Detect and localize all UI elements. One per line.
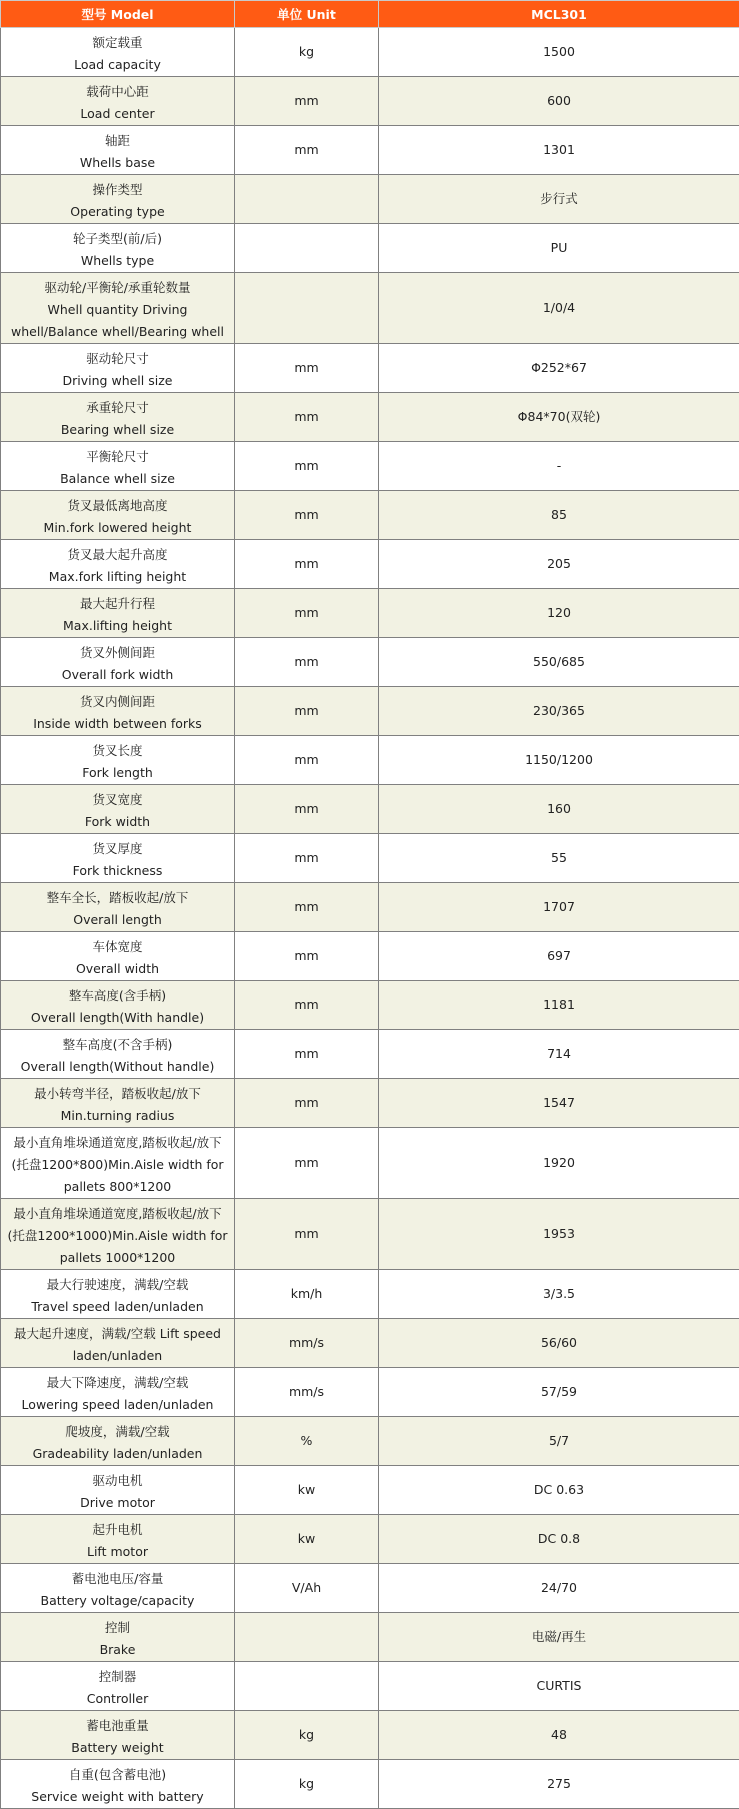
spec-unit: mm — [235, 344, 379, 393]
spec-value: 1/0/4 — [379, 273, 739, 344]
spec-unit: mm — [235, 785, 379, 834]
spec-name-cell — [1, 1128, 235, 1199]
spec-name-cell — [1, 932, 235, 981]
spec-value: 1301 — [379, 126, 739, 175]
table-row — [1, 883, 739, 932]
table-row — [1, 1466, 739, 1515]
table-row — [1, 638, 739, 687]
spec-name-cell — [1, 883, 235, 932]
spec-unit: mm — [235, 883, 379, 932]
table-row — [1, 589, 739, 638]
spec-name: 整车全长，踏板收起/放下 Overall length — [3, 883, 232, 931]
spec-unit: mm — [235, 981, 379, 1030]
spec-value: 56/60 — [379, 1319, 739, 1368]
table-row — [1, 687, 739, 736]
spec-name-cell — [1, 785, 235, 834]
spec-name: 驱动轮尺寸 Driving whell size — [3, 344, 232, 392]
table-row — [1, 1417, 739, 1466]
spec-name: 最小转弯半径，踏板收起/放下 Min.turning radius — [3, 1079, 232, 1127]
spec-unit — [235, 1662, 379, 1711]
table-row — [1, 77, 739, 126]
spec-name-cell — [1, 1417, 235, 1466]
table-row — [1, 393, 739, 442]
spec-unit — [235, 1613, 379, 1662]
header-unit: 单位 Unit — [235, 1, 379, 28]
spec-unit: mm — [235, 687, 379, 736]
spec-value: 205 — [379, 540, 739, 589]
spec-value: 600 — [379, 77, 739, 126]
spec-value: 160 — [379, 785, 739, 834]
spec-unit: mm — [235, 126, 379, 175]
spec-name: 货叉最大起升高度 Max.fork lifting height — [3, 540, 232, 588]
spec-unit: mm — [235, 589, 379, 638]
spec-unit: mm — [235, 1030, 379, 1079]
table-row — [1, 736, 739, 785]
spec-unit: mm/s — [235, 1368, 379, 1417]
table-row — [1, 1564, 739, 1613]
spec-name: 蓄电池电压/容量 Battery voltage/capacity — [3, 1564, 232, 1612]
spec-value: 48 — [379, 1711, 739, 1760]
spec-unit: % — [235, 1417, 379, 1466]
table-row — [1, 491, 739, 540]
spec-name-cell — [1, 126, 235, 175]
spec-unit: mm/s — [235, 1319, 379, 1368]
spec-name-cell — [1, 175, 235, 224]
table-row — [1, 126, 739, 175]
spec-value: PU — [379, 224, 739, 273]
table-row — [1, 932, 739, 981]
spec-name-cell — [1, 1079, 235, 1128]
spec-unit: kg — [235, 28, 379, 77]
spec-unit: mm — [235, 1079, 379, 1128]
spec-value: 电磁/再生 — [379, 1613, 739, 1662]
spec-name: 最大起升速度，满载/空载 Lift speed laden/unladen — [3, 1319, 232, 1367]
table-row — [1, 785, 739, 834]
spec-unit: mm — [235, 736, 379, 785]
spec-name: 整车高度(不含手柄) Overall length(Without handle) — [3, 1030, 232, 1078]
spec-name: 最大行驶速度，满载/空载 Travel speed laden/unladen — [3, 1270, 232, 1318]
header-model: 型号 Model — [1, 1, 235, 28]
spec-value: 714 — [379, 1030, 739, 1079]
spec-name-cell — [1, 1319, 235, 1368]
spec-name: 货叉内侧间距 Inside width between forks — [3, 687, 232, 735]
spec-value: 24/70 — [379, 1564, 739, 1613]
spec-name: 额定载重 Load capacity — [3, 28, 232, 76]
spec-unit — [235, 273, 379, 344]
spec-unit: kg — [235, 1760, 379, 1809]
table-row — [1, 1199, 739, 1270]
table-row — [1, 224, 739, 273]
spec-name: 轮子类型(前/后) Whells type — [3, 224, 232, 272]
spec-value: 120 — [379, 589, 739, 638]
spec-unit: kw — [235, 1515, 379, 1564]
spec-name-cell — [1, 28, 235, 77]
spec-name-cell — [1, 1368, 235, 1417]
spec-value: 55 — [379, 834, 739, 883]
spec-name: 蓄电池重量 Battery weight — [3, 1711, 232, 1759]
spec-name: 货叉长度 Fork length — [3, 736, 232, 784]
spec-unit: km/h — [235, 1270, 379, 1319]
spec-name: 轴距 Whells base — [3, 126, 232, 174]
spec-unit: V/Ah — [235, 1564, 379, 1613]
spec-value: 1707 — [379, 883, 739, 932]
spec-value: 1953 — [379, 1199, 739, 1270]
spec-unit: mm — [235, 932, 379, 981]
spec-unit: mm — [235, 1199, 379, 1270]
spec-unit: mm — [235, 77, 379, 126]
spec-unit: mm — [235, 834, 379, 883]
spec-name-cell — [1, 1030, 235, 1079]
table-row — [1, 273, 739, 344]
spec-name-cell — [1, 638, 235, 687]
spec-name-cell — [1, 393, 235, 442]
spec-unit: mm — [235, 393, 379, 442]
spec-value: DC 0.63 — [379, 1466, 739, 1515]
spec-name-cell — [1, 273, 235, 344]
table-row — [1, 1613, 739, 1662]
table-row — [1, 1128, 739, 1199]
spec-unit: mm — [235, 1128, 379, 1199]
spec-value: 3/3.5 — [379, 1270, 739, 1319]
spec-value: 1181 — [379, 981, 739, 1030]
table-row — [1, 1711, 739, 1760]
spec-name-cell — [1, 1564, 235, 1613]
spec-value: 1150/1200 — [379, 736, 739, 785]
spec-name-cell — [1, 224, 235, 273]
spec-name-cell — [1, 491, 235, 540]
spec-value: 1920 — [379, 1128, 739, 1199]
table-row — [1, 834, 739, 883]
spec-name: 货叉最低离地高度 Min.fork lowered height — [3, 491, 232, 539]
spec-value: Φ84*70(双轮) — [379, 393, 739, 442]
spec-value: 230/365 — [379, 687, 739, 736]
spec-value: 550/685 — [379, 638, 739, 687]
spec-name: 自重(包含蓄电池) Service weight with battery — [3, 1760, 232, 1808]
spec-value: 57/59 — [379, 1368, 739, 1417]
spec-unit — [235, 175, 379, 224]
table-row — [1, 442, 739, 491]
spec-name: 最小直角堆垛通道宽度,踏板收起/放下 (托盘1200*800)Min.Aisle width for pallets 800*1200 — [3, 1128, 232, 1198]
spec-name: 操作类型 Operating type — [3, 175, 232, 223]
spec-name: 平衡轮尺寸 Balance whell size — [3, 442, 232, 490]
spec-name: 承重轮尺寸 Bearing whell size — [3, 393, 232, 441]
spec-name: 载荷中心距 Load center — [3, 77, 232, 125]
spec-value: Φ252*67 — [379, 344, 739, 393]
table-row — [1, 981, 739, 1030]
spec-name-cell — [1, 1613, 235, 1662]
header-row — [1, 1, 739, 28]
spec-name-cell — [1, 1199, 235, 1270]
table-row — [1, 1515, 739, 1564]
table-row — [1, 1662, 739, 1711]
spec-unit: kg — [235, 1711, 379, 1760]
spec-name-cell — [1, 1662, 235, 1711]
table-row — [1, 1368, 739, 1417]
spec-name-cell — [1, 1760, 235, 1809]
table-row — [1, 344, 739, 393]
spec-name-cell — [1, 1515, 235, 1564]
table-row — [1, 1760, 739, 1809]
table-row — [1, 1270, 739, 1319]
spec-unit: mm — [235, 491, 379, 540]
spec-name-cell — [1, 1270, 235, 1319]
spec-unit: mm — [235, 638, 379, 687]
spec-name-cell — [1, 981, 235, 1030]
spec-unit: mm — [235, 540, 379, 589]
spec-name: 控制 Brake — [3, 1613, 232, 1661]
spec-name: 最大起升行程 Max.lifting height — [3, 589, 232, 637]
header-value: MCL301 — [379, 1, 739, 28]
spec-value: 1500 — [379, 28, 739, 77]
spec-name-cell — [1, 77, 235, 126]
spec-name: 整车高度(含手柄) Overall length(With handle) — [3, 981, 232, 1029]
spec-name-cell — [1, 1711, 235, 1760]
spec-name-cell — [1, 736, 235, 785]
table-row — [1, 1030, 739, 1079]
spec-value: DC 0.8 — [379, 1515, 739, 1564]
spec-value: 85 — [379, 491, 739, 540]
table-row — [1, 540, 739, 589]
spec-value: 5/7 — [379, 1417, 739, 1466]
spec-name: 起升电机 Lift motor — [3, 1515, 232, 1563]
spec-value: 697 — [379, 932, 739, 981]
spec-name: 驱动电机 Drive motor — [3, 1466, 232, 1514]
table-row — [1, 1319, 739, 1368]
spec-name: 货叉厚度 Fork thickness — [3, 834, 232, 882]
table-row — [1, 175, 739, 224]
table-row — [1, 1079, 739, 1128]
spec-name: 驱动轮/平衡轮/承重轮数量 Whell quantity Driving whell/Balance whell/Bearing whell — [3, 273, 232, 343]
spec-name-cell — [1, 442, 235, 491]
spec-unit: kw — [235, 1466, 379, 1515]
spec-name: 最大下降速度，满载/空载 Lowering speed laden/unladen — [3, 1368, 232, 1416]
spec-name-cell — [1, 589, 235, 638]
spec-name: 最小直角堆垛通道宽度,踏板收起/放下 (托盘1200*1000)Min.Aisle width for pallets 1000*1200 — [3, 1199, 232, 1269]
spec-name: 爬坡度，满载/空载 Gradeability laden/unladen — [3, 1417, 232, 1465]
spec-name-cell — [1, 834, 235, 883]
table-row — [1, 28, 739, 77]
spec-name: 控制器 Controller — [3, 1662, 232, 1710]
spec-value: 1547 — [379, 1079, 739, 1128]
spec-unit: mm — [235, 442, 379, 491]
spec-name-cell — [1, 1466, 235, 1515]
spec-value: 275 — [379, 1760, 739, 1809]
spec-name: 货叉外侧间距 Overall fork width — [3, 638, 232, 686]
spec-name: 货叉宽度 Fork width — [3, 785, 232, 833]
spec-value: - — [379, 442, 739, 491]
spec-name-cell — [1, 687, 235, 736]
spec-unit — [235, 224, 379, 273]
spec-value: CURTIS — [379, 1662, 739, 1711]
spec-name-cell — [1, 344, 235, 393]
spec-value: 步行式 — [379, 175, 739, 224]
spec-name-cell — [1, 540, 235, 589]
spec-name: 车体宽度 Overall width — [3, 932, 232, 980]
